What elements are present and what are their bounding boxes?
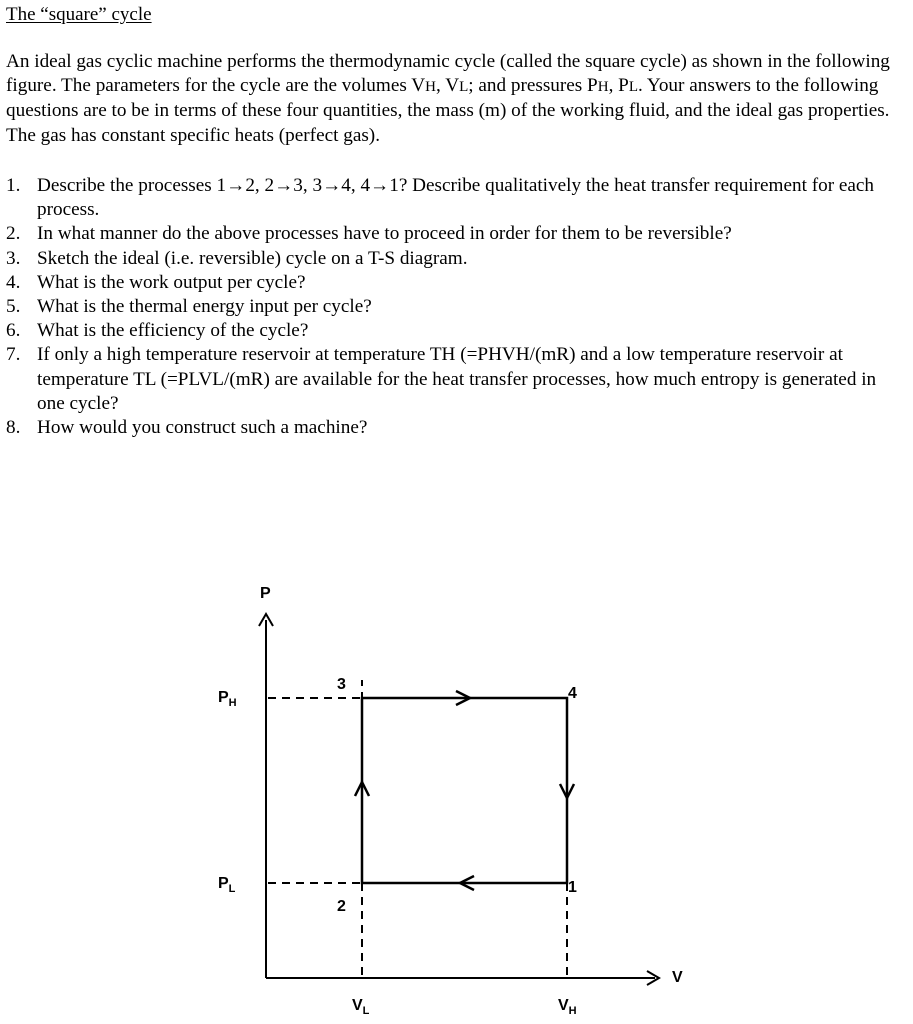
vh-label-main: V — [558, 997, 569, 1014]
point-1-label: 1 — [568, 879, 577, 896]
question-number: 7. — [6, 344, 21, 366]
point-4-label: 4 — [568, 685, 577, 702]
page-title: The “square” cycle — [6, 4, 152, 25]
question-text: How would you construct such a machine? — [37, 417, 368, 439]
pl-label — [218, 875, 236, 895]
question-text: What is the work output per cycle? — [37, 271, 306, 293]
point-2-label: 2 — [337, 898, 346, 915]
intro-text-2: , V — [435, 75, 460, 97]
intro-ph-sub: H — [597, 79, 609, 96]
question-text: Sketch the ideal (i.e. reversible) cycle on a T-S diagram. — [37, 247, 468, 269]
intro-vl-sub: L — [459, 79, 469, 96]
question-list — [6, 174, 908, 440]
question-text: What is the thermal energy input per cycle? — [37, 296, 372, 318]
list-item — [6, 174, 908, 222]
list-item — [6, 416, 908, 440]
question-number: 5. — [6, 296, 21, 318]
intro-text-5: . Your answers to the following questions are to be in terms of these four quantities, the mass (m) of the working fluid, and the ideal gas properties. The gas has constant specific heats (perfect gas). — [6, 75, 890, 146]
intro-text-3: ; and pressures P — [468, 75, 598, 97]
ph-label — [218, 689, 237, 709]
list-item — [6, 271, 908, 295]
list-item — [6, 319, 908, 343]
pl-label-main: P — [218, 875, 229, 892]
list-item — [6, 247, 908, 271]
question-number: 2. — [6, 223, 21, 245]
intro-vh-sub: H — [425, 79, 436, 96]
question-number: 8. — [6, 417, 21, 439]
cycle-square — [362, 698, 567, 883]
question-text: What is the efficiency of the cycle? — [37, 320, 309, 342]
vl-label-sub: L — [362, 1005, 370, 1017]
list-item — [6, 295, 908, 319]
ph-label-main: P — [218, 689, 229, 706]
list-item — [6, 222, 908, 246]
p-axis-label: P — [260, 585, 271, 602]
intro-text-1: An ideal gas cyclic machine performs the thermodynamic cycle (called the square cycle) as shown in the following figure. The parameters for the cycle are the volumes V — [6, 51, 890, 97]
intro-pl-sub: L — [628, 79, 639, 96]
question-number: 6. — [6, 320, 21, 342]
question-text: In what manner do the above processes have to proceed in order for them to be reversible? — [37, 223, 732, 245]
vh-label-sub: H — [568, 1005, 577, 1017]
intro-paragraph — [6, 50, 908, 148]
vl-label-main: V — [352, 997, 363, 1014]
point-3-label: 3 — [337, 676, 346, 693]
question-number: 4. — [6, 271, 21, 293]
vl-label — [352, 997, 370, 1017]
pl-label-sub: L — [228, 883, 236, 895]
question-text: If only a high temperature reservoir at temperature TH (=PHVH/(mR) and a low temperature reservoir at temperature TL (=PLVL/(mR) are available for the heat transfer processes, how much entropy is generated in one cycle? — [37, 344, 877, 414]
pv-diagram — [0, 560, 913, 1024]
question-text: Describe the processes 1→2, 2→3, 3→4, 4→1? Describe qualitatively the heat transfer requirement for each process. — [37, 175, 875, 221]
intro-text-4: , P — [608, 75, 629, 97]
list-item — [6, 343, 908, 416]
vh-label — [558, 997, 577, 1017]
ph-label-sub: H — [228, 697, 237, 709]
question-number: 3. — [6, 247, 21, 269]
question-number: 1. — [6, 175, 21, 196]
v-axis-label: V — [672, 969, 683, 986]
